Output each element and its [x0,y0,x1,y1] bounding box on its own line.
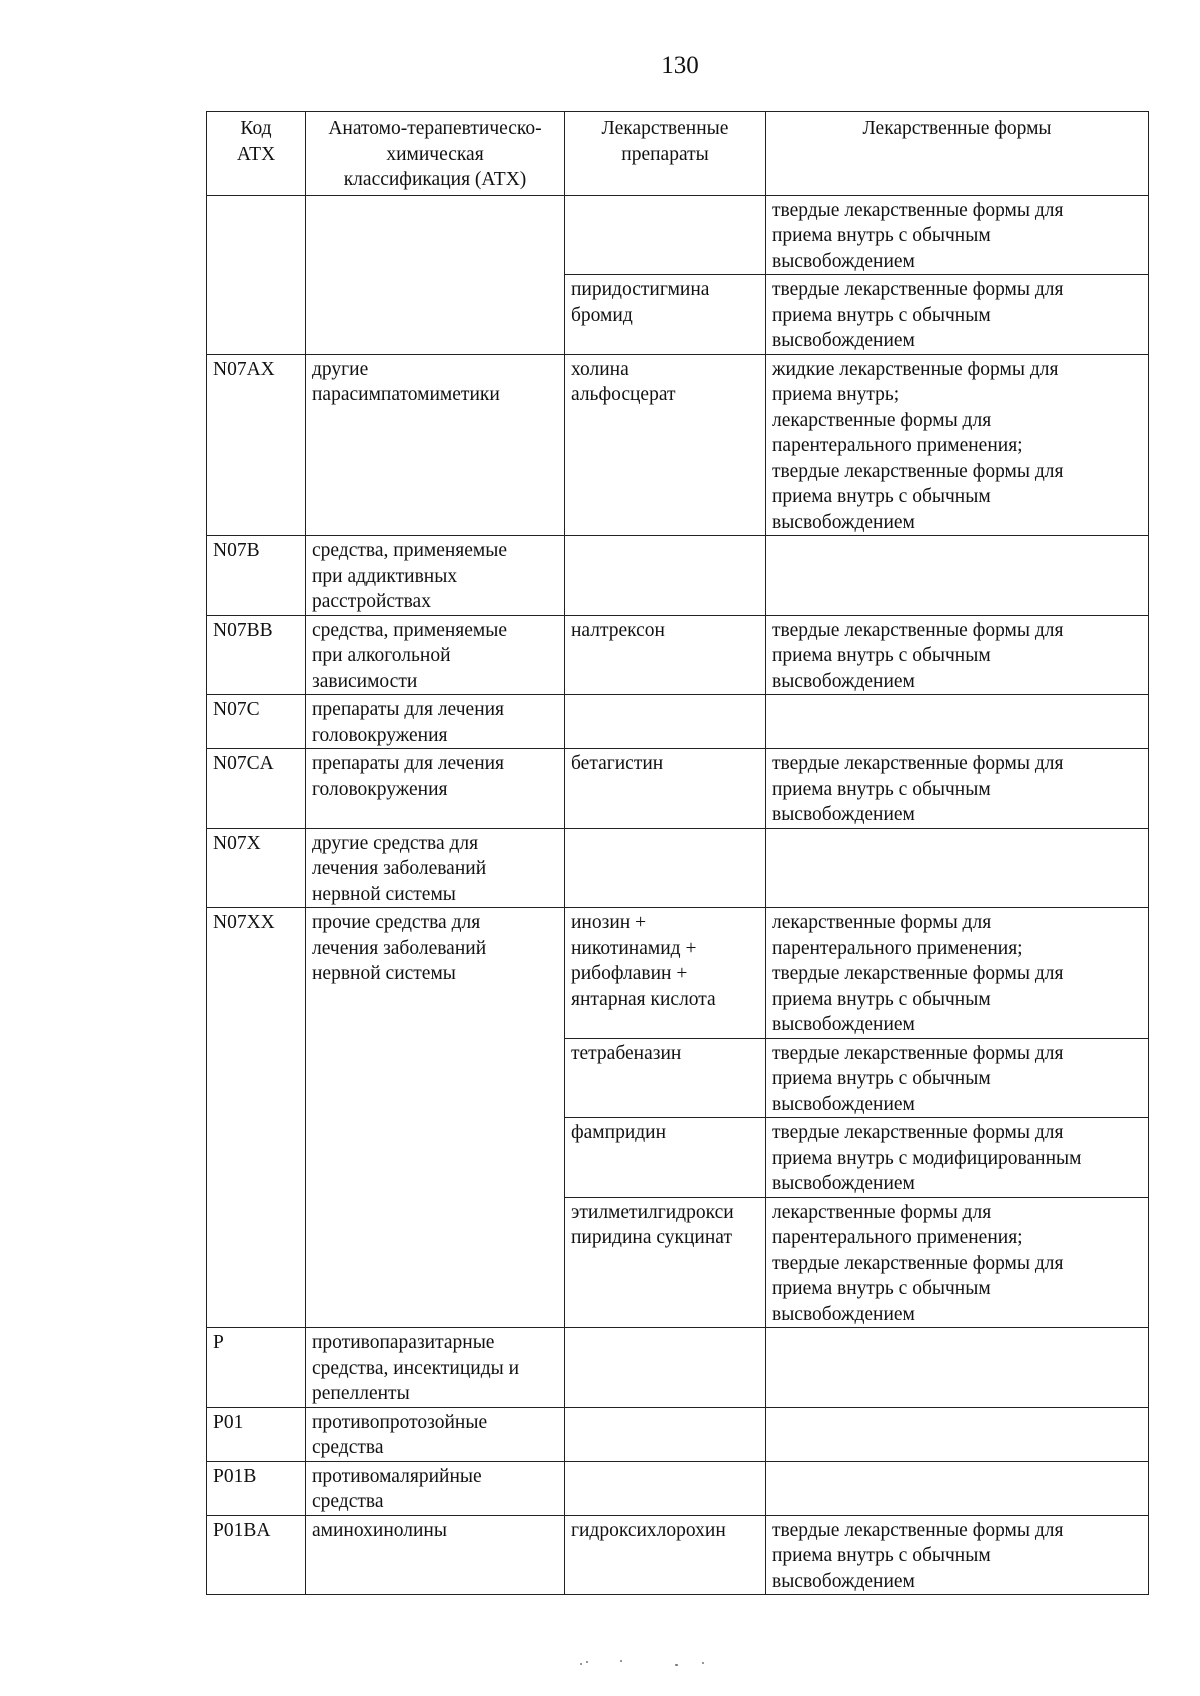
cell-forms: твердые лекарственные формы для приема внутрь с обычным высвобождением [766,615,1149,695]
cell-code: P01 [207,1407,306,1461]
cell-drug: холина альфосцерат [565,354,766,536]
cell-forms: лекарственные формы для парентерального применения; твердые лекарственные формы для приема внутрь с обычным высвобождением [766,1197,1149,1328]
cell-classification: противопротозойные средства [306,1407,565,1461]
table-row [207,1328,1149,1408]
cell-forms: жидкие лекарственные формы для приема внутрь; лекарственные формы для парентерального применения; твердые лекарственные формы для приема внутрь с обычным высвобождением [766,354,1149,536]
cell-forms [766,1407,1149,1461]
cell-drug: тетрабеназин [565,1038,766,1118]
cell-code: N07CA [207,749,306,829]
cell-forms: твердые лекарственные формы для приема внутрь с модифицированным высвобождением [766,1118,1149,1198]
table-row [207,615,1149,695]
cell-drug: этилметилгидрокси пиридина сукцинат [565,1197,766,1328]
cell-classification: аминохинолины [306,1515,565,1595]
table-row [207,908,1149,1039]
table-row [207,828,1149,908]
cell-classification: другие средства для лечения заболеваний нервной системы [306,828,565,908]
table-row [207,536,1149,616]
cell-drug [565,1461,766,1515]
cell-drug: фампридин [565,1118,766,1198]
cell-code: N07XX [207,908,306,1328]
cell-drug: инозин + никотинамид + рибофлавин + янтарная кислота [565,908,766,1039]
cell-forms [766,695,1149,749]
cell-classification: средства, применяемые при алкогольной зависимости [306,615,565,695]
cell-drug: гидроксихлорохин [565,1515,766,1595]
header-row [207,112,1149,196]
cell-code: P01B [207,1461,306,1515]
table-body [207,195,1149,1595]
cell-forms: твердые лекарственные формы для приема внутрь с обычным высвобождением [766,195,1149,275]
header-classification: Анатомо-терапевтическо- химическая классификация (АТХ) [306,112,565,196]
cell-classification: противомалярийные средства [306,1461,565,1515]
page-number: 130 [661,52,699,79]
cell-code: P01BA [207,1515,306,1595]
table-row [207,695,1149,749]
header-code: Код АТХ [207,112,306,196]
cell-drug [565,1328,766,1408]
cell-drug [565,1407,766,1461]
cell-classification: средства, применяемые при аддиктивных расстройствах [306,536,565,616]
cell-forms: твердые лекарственные формы для приема внутрь с обычным высвобождением [766,1515,1149,1595]
scan-specks [580,1660,730,1668]
table-row [207,354,1149,536]
cell-code: N07X [207,828,306,908]
cell-drug [565,195,766,275]
cell-drug: налтрексон [565,615,766,695]
header-drugs: Лекарственные препараты [565,112,766,196]
cell-forms: твердые лекарственные формы для приема внутрь с обычным высвобождением [766,749,1149,829]
table-row [207,1515,1149,1595]
cell-classification: противопаразитарные средства, инсектициды и репелленты [306,1328,565,1408]
cell-code: N07AX [207,354,306,536]
cell-code: N07C [207,695,306,749]
cell-forms [766,536,1149,616]
table-row [207,1461,1149,1515]
table-header [207,112,1149,196]
cell-classification [306,195,565,354]
cell-forms: твердые лекарственные формы для приема внутрь с обычным высвобождением [766,1038,1149,1118]
cell-drug [565,828,766,908]
cell-drug [565,536,766,616]
cell-forms: лекарственные формы для парентерального применения; твердые лекарственные формы для приема внутрь с обычным высвобождением [766,908,1149,1039]
cell-forms [766,1461,1149,1515]
table-row [207,195,1149,275]
cell-code: N07BB [207,615,306,695]
cell-drug: пиридостигмина бромид [565,275,766,355]
table-row [207,1407,1149,1461]
cell-classification: другие парасимпатомиметики [306,354,565,536]
cell-drug: бетагистин [565,749,766,829]
atx-table [206,111,1149,1595]
cell-classification: препараты для лечения головокружения [306,749,565,829]
cell-classification: препараты для лечения головокружения [306,695,565,749]
table-row [207,749,1149,829]
cell-forms: твердые лекарственные формы для приема внутрь с обычным высвобождением [766,275,1149,355]
cell-code: N07B [207,536,306,616]
cell-code [207,195,306,354]
header-forms: Лекарственные формы [766,112,1149,196]
cell-drug [565,695,766,749]
cell-code: P [207,1328,306,1408]
cell-forms [766,828,1149,908]
cell-forms [766,1328,1149,1408]
cell-classification: прочие средства для лечения заболеваний нервной системы [306,908,565,1328]
